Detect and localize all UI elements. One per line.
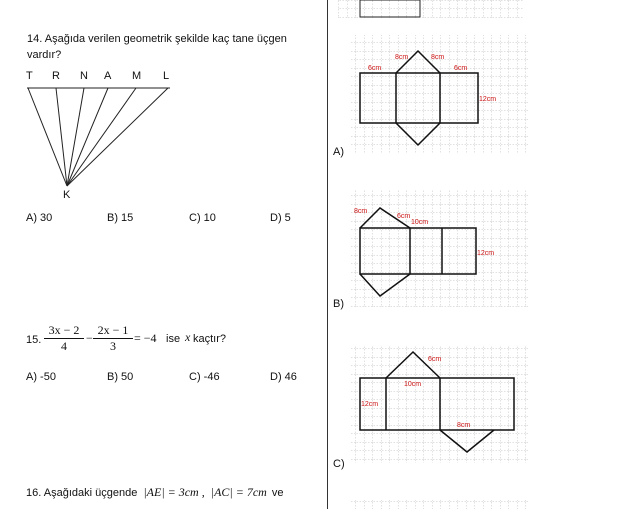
label-l: L (163, 70, 170, 82)
net-c (350, 345, 528, 463)
q15-number: 15. (26, 334, 42, 346)
net-c-dim-1: 6cm (428, 356, 442, 363)
q14-text-line1: 14. Aşağıda verilen geometrik şekilde kaç tane üçgen (27, 33, 287, 45)
net-a-dim-2: 8cm (431, 54, 445, 61)
apex-label-k: K (63, 189, 71, 201)
q14-option-a[interactable]: A) 30 (26, 212, 53, 224)
label-r: R (52, 70, 60, 82)
net-b-dim-4: 12cm (477, 250, 495, 257)
net-a-dim-3: 6cm (368, 65, 382, 72)
net-a-dim-4: 6cm (454, 65, 468, 72)
label-n: N (80, 70, 88, 82)
q16-prefix: 16. Aşağıdaki üçgende (26, 487, 138, 499)
net-a-dim-1: 8cm (395, 54, 409, 61)
q14-option-c[interactable]: C) 10 (189, 212, 216, 224)
previous-question-grid-remnant (338, 0, 524, 18)
column-divider (327, 0, 328, 509)
q16-suffix: ve (271, 487, 284, 499)
q15-frac2-numerator: 2x − 1 (93, 323, 133, 339)
q15-minus: − (86, 331, 93, 345)
net-option-c[interactable]: C) (333, 458, 345, 470)
q16-text (26, 485, 284, 500)
q15-frac2-denominator: 3 (110, 339, 116, 353)
q15-ise: ise (166, 333, 181, 345)
next-question-grid-remnant (350, 500, 528, 509)
q15-option-b[interactable]: B) 50 (107, 371, 134, 383)
label-t: T (26, 70, 33, 82)
q15-fraction-1 (44, 323, 84, 354)
q15-option-d[interactable]: D) 46 (270, 371, 297, 383)
q15-option-c[interactable]: C) -46 (189, 371, 220, 383)
q15-frac1-denominator: 4 (61, 339, 67, 353)
net-a-dim-5: 12cm (479, 96, 497, 103)
q15-fraction-2 (93, 323, 133, 354)
net-option-a[interactable]: A) (333, 146, 344, 158)
q15-rest: kaçtır? (193, 333, 227, 345)
net-a (350, 35, 528, 153)
q15-option-a[interactable]: A) -50 (26, 371, 56, 383)
label-a: A (104, 70, 112, 82)
q16-ac: |AC| = 7cm (210, 485, 267, 499)
net-c-dim-2: 10cm (404, 381, 422, 388)
nets-figure (330, 0, 618, 509)
q16-ae: |AE| = 3cm , (143, 485, 205, 499)
q14-option-b[interactable]: B) 15 (107, 212, 134, 224)
net-b-dim-3: 10cm (411, 219, 429, 226)
q15-frac1-numerator: 3x − 2 (44, 323, 84, 339)
q14-option-d[interactable]: D) 5 (270, 212, 291, 224)
net-c-dim-4: 8cm (457, 422, 471, 429)
ray-kl (67, 88, 168, 186)
q15-var: x (185, 330, 191, 344)
q14-text-line2: vardır? (27, 49, 62, 61)
net-c-dim-3: 12cm (361, 401, 379, 408)
label-m: M (132, 70, 142, 82)
net-b (350, 189, 528, 307)
net-b-dim-2: 6cm (397, 213, 411, 220)
q15-equals: = −4 (134, 331, 157, 345)
net-b-dim-1: 8cm (354, 208, 368, 215)
net-option-b[interactable]: B) (333, 298, 344, 310)
